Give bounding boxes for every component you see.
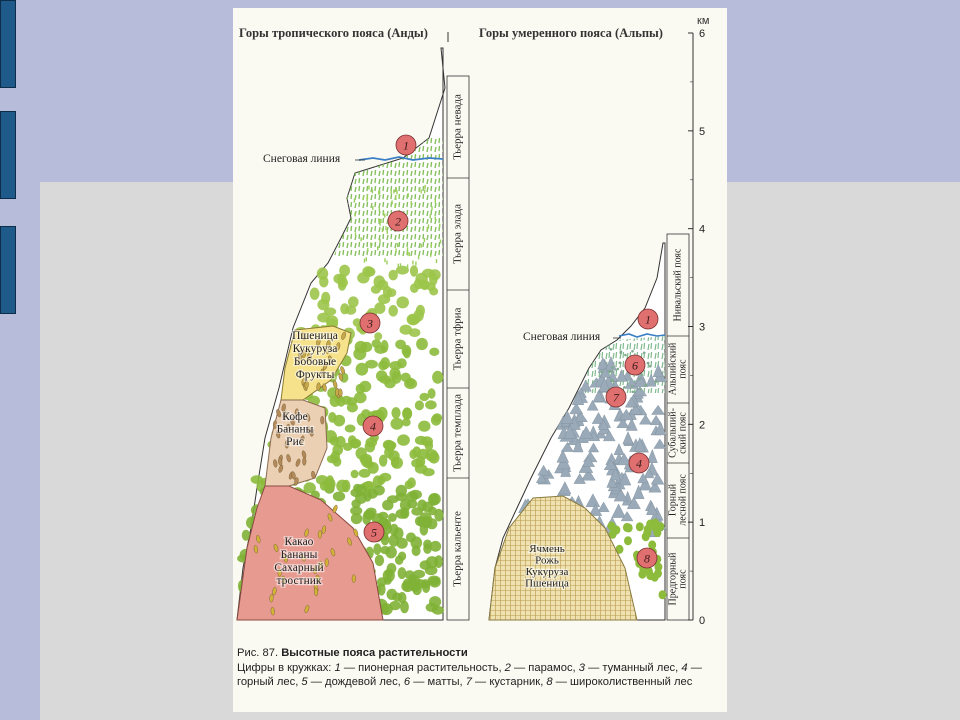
axis-tick-label: 1 — [699, 517, 706, 530]
alps-zone-labels — [667, 248, 688, 605]
andes-marker-1 — [396, 135, 416, 155]
legend-item-7: 7 — кустарник, — [462, 676, 544, 688]
nav-button-2[interactable] — [0, 111, 16, 199]
alps-crop-label: Рожь — [535, 554, 559, 567]
alps-crop-label: Пшеница — [525, 577, 569, 590]
alps-crop-label: Кукуруза — [525, 566, 569, 578]
axis-tick-label: 0 — [699, 615, 706, 627]
andes-marker-3 — [360, 313, 380, 333]
km-axis — [688, 15, 709, 627]
alps-zone-label: Нивальский пояс — [672, 248, 684, 322]
andes-marker-2 — [388, 211, 408, 231]
axis-unit-label: км — [697, 15, 710, 27]
andes-marker-4-label: 4 — [370, 419, 376, 434]
alps-zone-label: пояс — [677, 359, 689, 379]
altitudinal-zones-diagram — [233, 8, 727, 712]
legend-item-3: 3 — туманный лес, — [575, 661, 679, 674]
alps-zone-label: пояс — [677, 569, 689, 589]
andes-crop-label-middle: Кофе — [282, 411, 308, 423]
axis-tick-label: 6 — [699, 28, 706, 40]
andes-marker-2-label: 2 — [395, 214, 401, 229]
alps-marker-1-label: 1 — [645, 312, 651, 327]
andes-zone-label: Тьерра кальенте — [451, 511, 464, 587]
andes-crop-label-lower: Какао — [284, 536, 314, 548]
andes-snow-line-label: Снеговая линия — [263, 153, 341, 165]
figure-caption — [237, 646, 723, 690]
legend-item-2: 2 — парамос, — [501, 661, 576, 674]
axis-tick-label: 4 — [699, 223, 706, 236]
alps-marker-8-label: 8 — [644, 551, 650, 566]
alps-marker-6-label: 6 — [632, 358, 638, 373]
legend-item-4: 4 — горный лес, — [237, 661, 702, 688]
andes-zone-labels — [452, 94, 464, 587]
andes-crop-label-upper: Кукуруза — [292, 343, 338, 355]
alps-marker-1 — [638, 309, 658, 329]
alps-snow-line-label: Снеговая линия — [523, 331, 601, 343]
alps-marker-6 — [625, 355, 645, 375]
nav-button-1[interactable] — [0, 0, 16, 88]
axis-tick-label: 5 — [699, 125, 706, 138]
andes-zone-label: Тьерра невада — [451, 94, 464, 160]
andes-zone-label: Тьерра элада — [451, 204, 464, 264]
alps-marker-7-label: 7 — [613, 390, 619, 405]
legend-item-6: 6 — матты, — [400, 676, 463, 688]
andes-zone-label: Тьерра темплада — [451, 394, 464, 472]
andes-marker-3-label: 3 — [367, 316, 373, 331]
legend-item-5: 5 — дождевой лес, — [298, 676, 401, 688]
alps-zone-label: ский пояс — [677, 412, 689, 454]
andes-title: Горы тропического пояса (Анды) — [239, 26, 428, 40]
andes-marker-5-label: 5 — [371, 525, 377, 540]
andes-crop-label-middle: Рис — [286, 436, 304, 448]
andes-crop-label-middle: Бананы — [276, 423, 314, 436]
andes-crop-label-upper: Фрукты — [295, 369, 335, 381]
alps-marker-8 — [637, 548, 657, 568]
legend-item-1: 1 — пионерная растительность, — [334, 661, 502, 674]
alps-marker-4-label: 4 — [636, 456, 642, 471]
legend-lead: Цифры в кружках: — [237, 661, 332, 674]
alps-marker-7 — [606, 387, 626, 407]
andes-marker-5 — [364, 522, 384, 542]
alps-zone-label: Предгорный — [667, 552, 679, 606]
alps-zone-label: Альпийский — [667, 342, 679, 396]
andes-crop-label-upper: Пшеница — [292, 330, 338, 342]
figure-title: Высотные пояса растительности — [281, 647, 468, 659]
andes-zone-label: Тьерра тфриа — [451, 307, 464, 371]
alps-zone-label: Горный — [667, 483, 679, 517]
andes-marker-4 — [363, 416, 383, 436]
axis-tick-label: 2 — [699, 419, 706, 432]
nav-button-3[interactable] — [0, 226, 16, 314]
andes-crop-label-lower: тростник — [276, 575, 322, 587]
figure-legend — [237, 661, 723, 690]
alps-crop-label: Ячмень — [529, 543, 565, 555]
andes-crop-label-lower: Сахарный — [274, 562, 324, 574]
alps-marker-4 — [629, 453, 649, 473]
alps-zone-label: лесной пояс — [677, 474, 689, 526]
figure-number: Рис. 87. — [237, 647, 279, 659]
andes-crop-label-lower: Бананы — [280, 549, 318, 561]
andes-crop-label-upper: Бобовые — [293, 356, 337, 368]
alps-title: Горы умеренного пояса (Альпы) — [479, 26, 663, 40]
legend-item-8: 8 — широколиственный лес — [543, 676, 693, 688]
andes-paramos-zone — [333, 138, 443, 258]
andes-marker-1-label: 1 — [403, 138, 409, 153]
axis-tick-label: 3 — [699, 321, 706, 334]
alps-zone-label: Субальпий- — [667, 408, 679, 458]
textbook-page — [233, 8, 727, 712]
